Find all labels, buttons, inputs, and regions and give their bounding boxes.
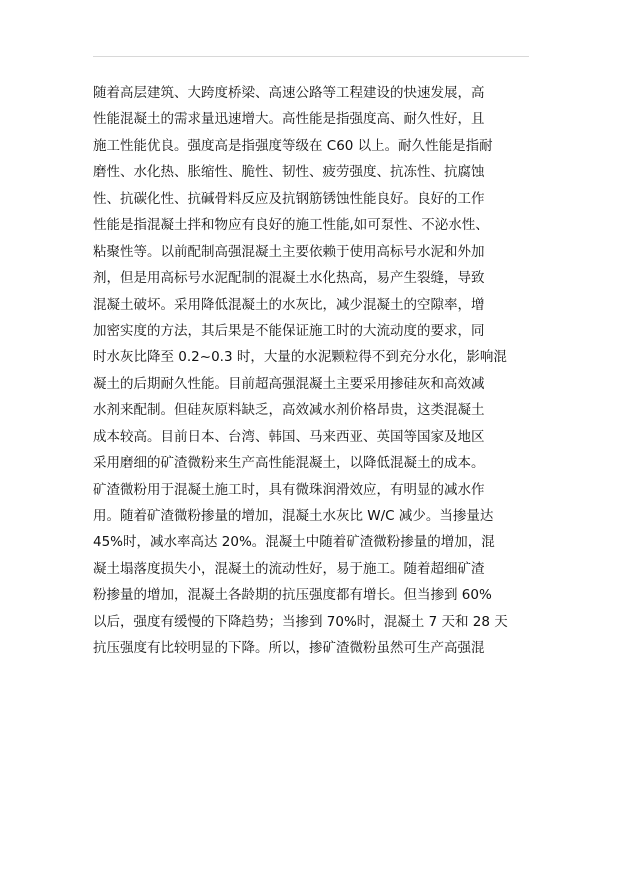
text-line: 加密实度的方法，其后果是不能保证施工时的大流动度的要求，同	[93, 322, 485, 339]
text-line: 凝土塌落度损失小，混凝土的流动性好，易于施工。随着超细矿渣	[93, 560, 485, 577]
text-line: 剂，但是用高标号水泥配制的混凝土水化热高，易产生裂缝，导致	[93, 270, 485, 287]
text-line: 粉掺量的增加，混凝土各龄期的抗压强度都有增长。但当掺到 60%	[93, 587, 492, 604]
text-line: 磨性、水化热、胀缩性、脆性、韧性、疲劳强度、抗冻性、抗腐蚀	[93, 164, 485, 181]
text-line: 时水灰比降至 0.2~0.3 时，大量的水泥颗粒得不到充分水化，影响混	[93, 349, 507, 366]
text-line: 性能混凝土的需求量迅速增大。高性能是指强度高、耐久性好，且	[93, 111, 485, 128]
text-line: 粘聚性等。以前配制高强混凝土主要依赖于使用高标号水泥和外加	[93, 243, 485, 260]
text-line: 成本较高。目前日本、台湾、韩国、马来西亚、英国等国家及地区	[93, 428, 485, 445]
text-line: 水剂来配制。但硅灰原料缺乏，高效减水剂价格昂贵，这类混凝土	[93, 402, 485, 419]
text-line: 抗压强度有比较明显的下降。所以，掺矿渣微粉虽然可生产高强混	[93, 640, 485, 657]
text-line: 以后，强度有缓慢的下降趋势；当掺到 70%时，混凝土 7 天和 28 天	[93, 613, 508, 630]
text-line: 施工性能优良。强度高是指强度等级在 C60 以上。耐久性能是指耐	[93, 137, 493, 154]
text-line: 随着高层建筑、大跨度桥梁、高速公路等工程建设的快速发展，高	[93, 85, 485, 101]
text-line: 性能是指混凝土拌和物应有良好的施工性能,如可泵性、不泌水性、	[93, 217, 489, 234]
header-divider	[93, 56, 529, 57]
body-paragraph	[93, 80, 533, 662]
text-line: 矿渣微粉用于混凝土施工时，具有微珠润滑效应，有明显的减水作	[93, 481, 485, 498]
text-line: 凝土的后期耐久性能。目前超高强混凝土主要采用掺硅灰和高效减	[93, 375, 485, 392]
text-line: 45%时，减水率高达 20%。混凝土中随着矿渣微粉掺量的增加，混	[93, 534, 495, 551]
text-line: 性、抗碳化性、抗碱骨料反应及抗钢筋锈蚀性能良好。良好的工作	[93, 190, 485, 207]
text-line: 混凝土破坏。采用降低混凝土的水灰比，减少混凝土的空隙率，增	[93, 296, 485, 313]
text-line: 用。随着矿渣微粉掺量的增加，混凝土水灰比 W/C 减少。当掺量达	[93, 508, 494, 524]
text-line: 采用磨细的矿渣微粉来生产高性能混凝土，以降低混凝土的成本。	[93, 455, 485, 472]
